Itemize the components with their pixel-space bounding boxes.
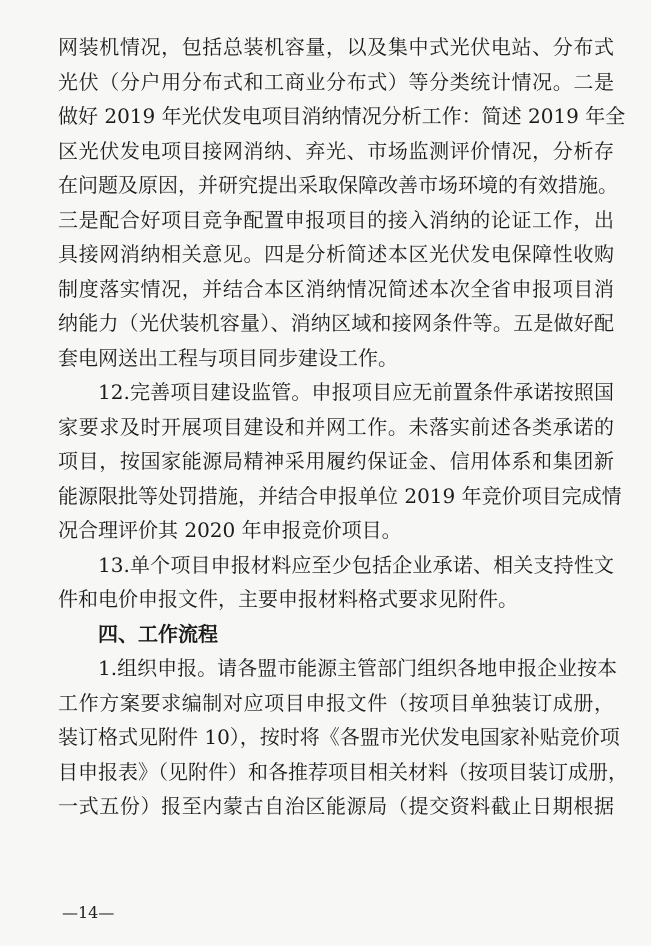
text-line: 件和电价申报文件，主要申报材料格式要求见附件。 — [58, 587, 518, 611]
text-line: 目申报表》（见附件）和各推荐项目相关材料（按项目装订成册， — [58, 759, 628, 784]
text-line: 制度落实情况，并结合本区消纳情况简述本次全省申报项目消 — [58, 276, 614, 301]
text-line: 13.单个项目申报材料应至少包括企业承诺、相关支持性文 — [98, 552, 614, 577]
text-line: 光伏（分户用分布式和工商业分布式）等分类统计情况。二是 — [58, 69, 614, 94]
text-line: 工作方案要求编制对应项目申报文件（按项目单独装订成册， — [58, 690, 614, 715]
text-line: 具接网消纳相关意见。四是分析简述本区光伏发电保障性收购 — [58, 242, 614, 266]
section-heading: 四、工作流程 — [98, 621, 218, 646]
text-line: 一式五份）报至内蒙古自治区能源局（提交资料截止日期根据 — [58, 794, 614, 818]
text-line: 1.组织申报。请各盟市能源主管部门组织各地申报企业按本 — [98, 656, 618, 680]
text-line: 区光伏发电项目接网消纳、弃光、市场监测评价情况，分析存 — [58, 138, 614, 163]
text-line: 家要求及时开展项目建设和并网工作。未落实前述各类承诺的 — [58, 414, 614, 439]
page-number: —14— — [62, 903, 115, 922]
text-line: 在问题及原因，并研究提出采取保障改善市场环境的有效措施。 — [58, 173, 618, 197]
text-line: 12.完善项目建设监管。申报项目应无前置条件承诺按照国 — [98, 380, 614, 404]
text-line: 网装机情况，包括总装机容量，以及集中式光伏电站、分布式 — [58, 35, 614, 59]
document-body — [58, 30, 628, 824]
text-line: 做好 2019 年光伏发电项目消纳情况分析工作：简述 2019 年全 — [58, 104, 626, 128]
text-line: 况合理评价其 2020 年申报竞价项目。 — [58, 518, 402, 542]
text-line: 套电网送出工程与项目同步建设工作。 — [58, 345, 398, 370]
text-line: 纳能力（光伏装机容量）、消纳区域和接网条件等。五是做好配 — [58, 311, 614, 335]
text-line: 三是配合好项目竞争配置申报项目的接入消纳的论证工作，出 — [58, 207, 614, 232]
text-line: 项目，按国家能源局精神采用履约保证金、信用体系和集团新 — [58, 449, 614, 473]
text-line: 装订格式见附件 10），按时将《各盟市光伏发电国家补贴竞价项 — [58, 725, 620, 749]
text-line: 能源限批等处罚措施，并结合申报单位 2019 年竞价项目完成情 — [58, 483, 622, 508]
